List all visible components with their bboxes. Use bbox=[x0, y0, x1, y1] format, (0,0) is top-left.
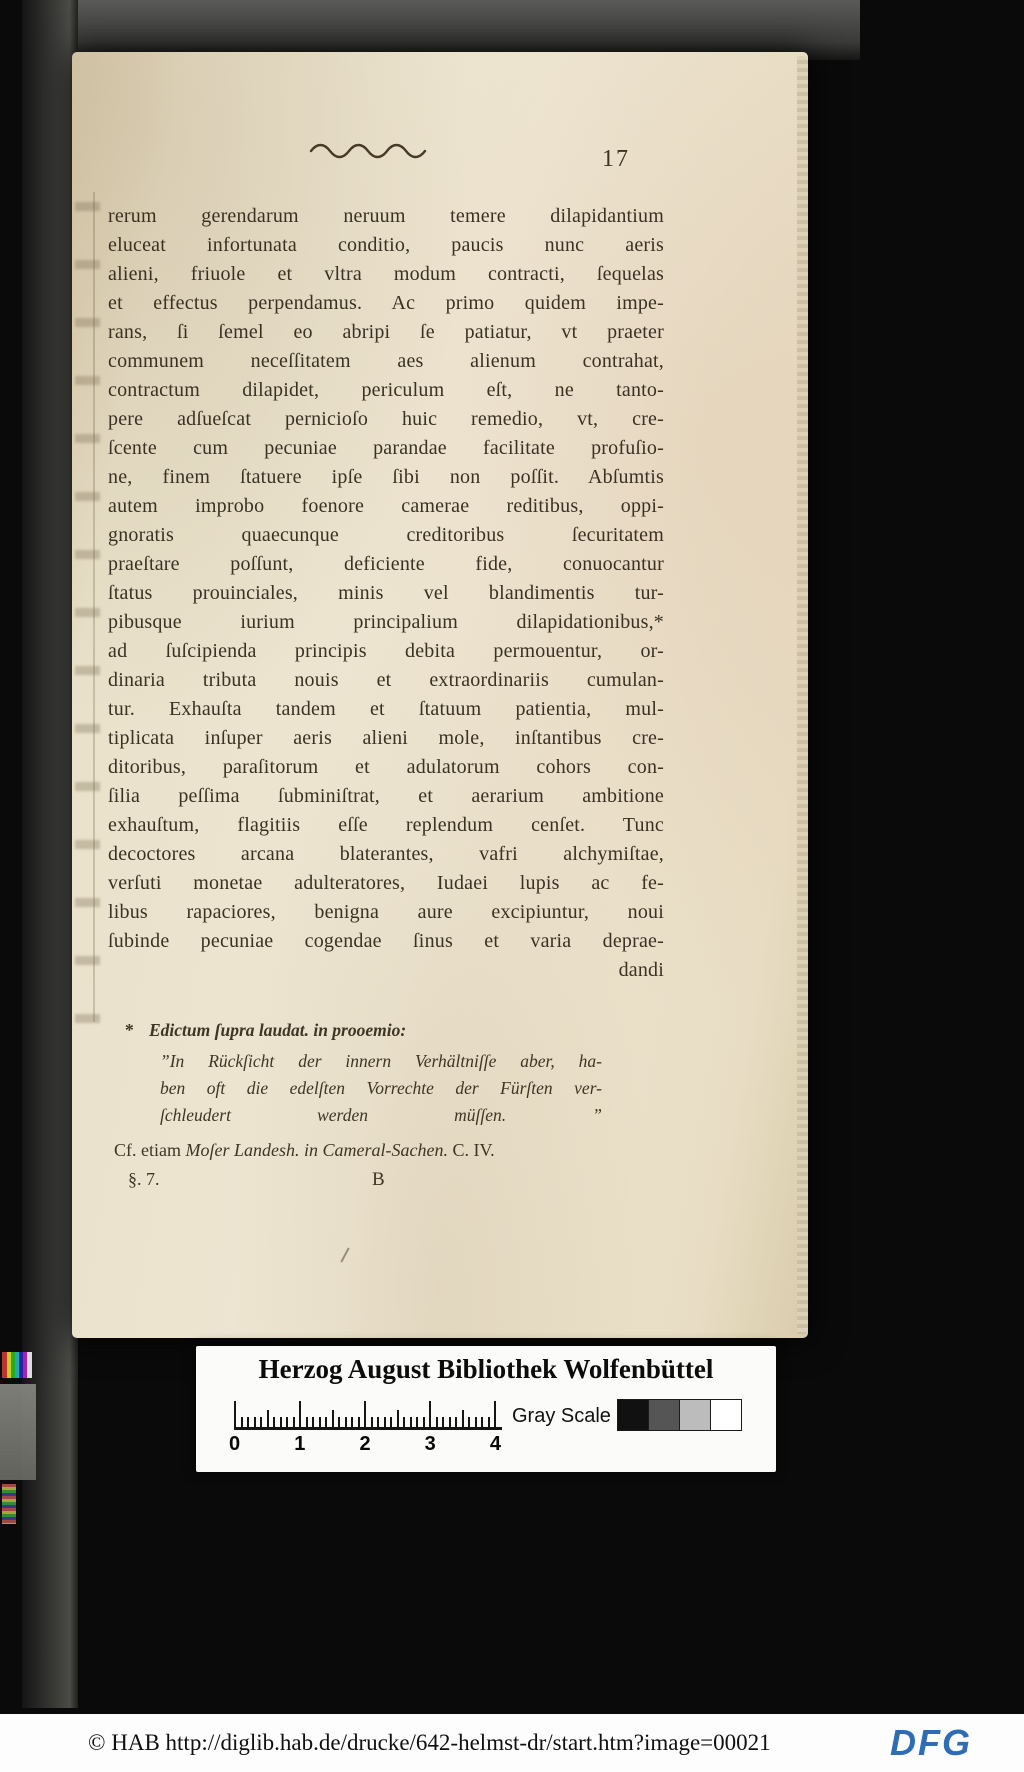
reference-title: Moſer Landesh. in Cameral-Sachen. bbox=[185, 1140, 448, 1160]
text-line: pibusque iurium principalium dilapidationibus,* bbox=[108, 611, 664, 633]
reference-prefix: Cf. etiam bbox=[114, 1140, 186, 1160]
ruler-tick bbox=[293, 1417, 295, 1427]
text-line: pere adſueſcat pernicioſo huic remedio, vt, cre- bbox=[108, 408, 664, 430]
signature-mark: B bbox=[372, 1169, 385, 1190]
ruler-tick bbox=[429, 1401, 431, 1427]
ruler bbox=[229, 1397, 502, 1456]
ruler-tick bbox=[273, 1417, 275, 1427]
ruler-tick bbox=[384, 1417, 386, 1427]
ruler-tick bbox=[312, 1417, 314, 1427]
ruler-tick bbox=[371, 1417, 373, 1427]
text-line: exhauſtum, flagitiis eſſe replendum cenſet. Tunc bbox=[108, 814, 664, 836]
ruler-number: 3 bbox=[424, 1433, 436, 1455]
ruler-tick bbox=[410, 1417, 412, 1427]
ruler-tick bbox=[332, 1410, 334, 1427]
text-line: contractum dilapidet, periculum eſt, ne tanto- bbox=[108, 379, 664, 401]
footer bbox=[0, 1714, 1024, 1772]
ruler-tick bbox=[260, 1417, 262, 1427]
label-row bbox=[196, 1393, 776, 1467]
text-line: decoctores arcana blaterantes, vafri alchymiſtae, bbox=[108, 843, 664, 865]
text-line: ſtatus prouinciales, minis vel blandimentis tur- bbox=[108, 582, 664, 604]
footnote bbox=[114, 1020, 670, 1193]
gray-patch bbox=[648, 1399, 680, 1431]
ruler-number: 4 bbox=[489, 1433, 501, 1455]
text-line: ſilia peſſima ſubminiſtrat, et aerarium ambitione bbox=[108, 785, 664, 807]
ruler-tick bbox=[423, 1417, 425, 1427]
ruler-tick bbox=[364, 1401, 366, 1427]
stray-pen-mark bbox=[340, 1247, 349, 1262]
ruler-tick bbox=[494, 1401, 496, 1427]
ruler-ticks bbox=[234, 1397, 502, 1430]
ruler-number: 2 bbox=[359, 1433, 371, 1455]
ruler-number: 0 bbox=[229, 1433, 241, 1455]
gray-scale-label: Gray Scale bbox=[512, 1405, 611, 1427]
footnote-quote bbox=[160, 1048, 602, 1129]
section-number: §. 7. bbox=[128, 1169, 160, 1189]
reference-suffix: C. IV. bbox=[447, 1140, 495, 1160]
text-line: verſuti monetae adulteratores, Iudaei lupis ac fe- bbox=[108, 872, 664, 894]
text-line: autem improbo foenore camerae reditibus, oppi- bbox=[108, 495, 664, 517]
color-calibration-strip bbox=[2, 1352, 32, 1378]
ruler-tick bbox=[390, 1417, 392, 1427]
ruler-tick bbox=[306, 1417, 308, 1427]
ruler-tick bbox=[416, 1417, 418, 1427]
ruler-tick bbox=[351, 1417, 353, 1427]
gray-patch bbox=[679, 1399, 711, 1431]
ruler-tick bbox=[377, 1417, 379, 1427]
ruler-tick bbox=[403, 1417, 405, 1427]
ruler-tick bbox=[286, 1417, 288, 1427]
ruler-tick bbox=[325, 1417, 327, 1427]
ruler-tick bbox=[449, 1417, 451, 1427]
ruler-tick bbox=[338, 1417, 340, 1427]
text-line: ſcente cum pecuniae parandae facilitate profuſio- bbox=[108, 437, 664, 459]
page-stack-edge bbox=[797, 56, 808, 1334]
ruler-tick bbox=[234, 1401, 236, 1427]
ruler-tick bbox=[299, 1401, 301, 1427]
ruler-tick bbox=[475, 1417, 477, 1427]
footnote-intro bbox=[125, 1020, 670, 1041]
footnote-last-line bbox=[114, 1169, 670, 1193]
quote-line: ”In Rückſicht der innern Verhältniſſe aber, ha- bbox=[160, 1051, 602, 1071]
copyright-url: © HAB http://diglib.hab.de/drucke/642-helmst-dr/start.htm?image=00021 bbox=[88, 1730, 771, 1755]
ruler-tick bbox=[254, 1417, 256, 1427]
book-page bbox=[72, 52, 808, 1338]
text-line: gnoratis quaecunque creditoribus ſecuritatem bbox=[108, 524, 664, 546]
text-line: ditoribus, paraſitorum et adulatorum cohors con- bbox=[108, 756, 664, 778]
ruler-tick bbox=[481, 1417, 483, 1427]
ruler-tick bbox=[247, 1417, 249, 1427]
ruler-tick bbox=[455, 1417, 457, 1427]
gray-scale-patches bbox=[618, 1399, 742, 1431]
library-label bbox=[196, 1346, 776, 1472]
quote-line: ſchleudert werden müſſen. ” bbox=[160, 1105, 602, 1125]
text-line: dinaria tributa nouis et extraordinariis cumulan- bbox=[108, 669, 664, 691]
body-lines bbox=[108, 202, 664, 956]
gray-patch bbox=[710, 1399, 742, 1431]
bleed-through-marks bbox=[75, 202, 100, 1052]
text-line: libus rapaciores, benigna aure excipiuntur, noui bbox=[108, 901, 664, 923]
ruler-tick bbox=[358, 1417, 360, 1427]
body-text bbox=[108, 202, 664, 985]
ruler-tick bbox=[280, 1417, 282, 1427]
scanner-top-band bbox=[48, 0, 860, 60]
ruler-tick bbox=[319, 1417, 321, 1427]
calibration-gray-patch bbox=[0, 1384, 36, 1480]
dfg-logo: DFG bbox=[890, 1722, 972, 1763]
text-line: rerum gerendarum neruum temere dilapidantium bbox=[108, 205, 664, 227]
ruler-tick bbox=[462, 1410, 464, 1427]
ruler-numbers bbox=[229, 1433, 501, 1456]
catchword: dandi bbox=[618, 959, 664, 981]
footnote-intro-text: Edictum ſupra laudat. in prooemio: bbox=[149, 1020, 407, 1040]
footnote-reference bbox=[114, 1140, 670, 1161]
ruler-tick bbox=[267, 1410, 269, 1427]
calibration-bars bbox=[2, 1484, 16, 1524]
ruler-tick bbox=[345, 1417, 347, 1427]
ruler-tick bbox=[397, 1410, 399, 1427]
ruler-tick bbox=[442, 1417, 444, 1427]
text-line: ſubinde pecuniae cogendae ſinus et varia deprae- bbox=[108, 930, 664, 952]
ruler-tick bbox=[468, 1417, 470, 1427]
text-line: tiplicata inſuper aeris alieni mole, inſtantibus cre- bbox=[108, 727, 664, 749]
text-line: rans, ſi ſemel eo abripi ſe patiatur, vt praeter bbox=[108, 321, 664, 343]
ruler-tick bbox=[436, 1417, 438, 1427]
text-line: praeſtare poſſunt, deficiente fide, conuocantur bbox=[108, 553, 664, 575]
head-ornament bbox=[308, 142, 428, 160]
text-line: communem neceſſitatem aes alienum contrahat, bbox=[108, 350, 664, 372]
ruler-tick bbox=[241, 1417, 243, 1427]
library-title: Herzog August Bibliothek Wolfenbüttel bbox=[258, 1354, 714, 1384]
text-line: eluceat infortunata conditio, paucis nunc aeris bbox=[108, 234, 664, 256]
quote-line: ben oft die edelſten Vorrechte der Fürſten ver- bbox=[160, 1078, 602, 1098]
footnote-marker: * bbox=[125, 1020, 134, 1040]
text-line: et effectus perpendamus. Ac primo quidem impe- bbox=[108, 292, 664, 314]
text-line: ad ſuſcipienda principis debita permouentur, or- bbox=[108, 640, 664, 662]
page-number: 17 bbox=[602, 146, 630, 172]
text-line: alieni, friuole et vltra modum contracti, ſequelas bbox=[108, 263, 664, 285]
ruler-tick bbox=[488, 1417, 490, 1427]
text-line: tur. Exhauſta tandem et ſtatuum patientia, mul- bbox=[108, 698, 664, 720]
ruler-number: 1 bbox=[294, 1433, 306, 1455]
text-line: ne, finem ſtatuere ipſe ſibi non poſſit. Abſumtis bbox=[108, 466, 664, 488]
gray-patch bbox=[617, 1399, 649, 1431]
